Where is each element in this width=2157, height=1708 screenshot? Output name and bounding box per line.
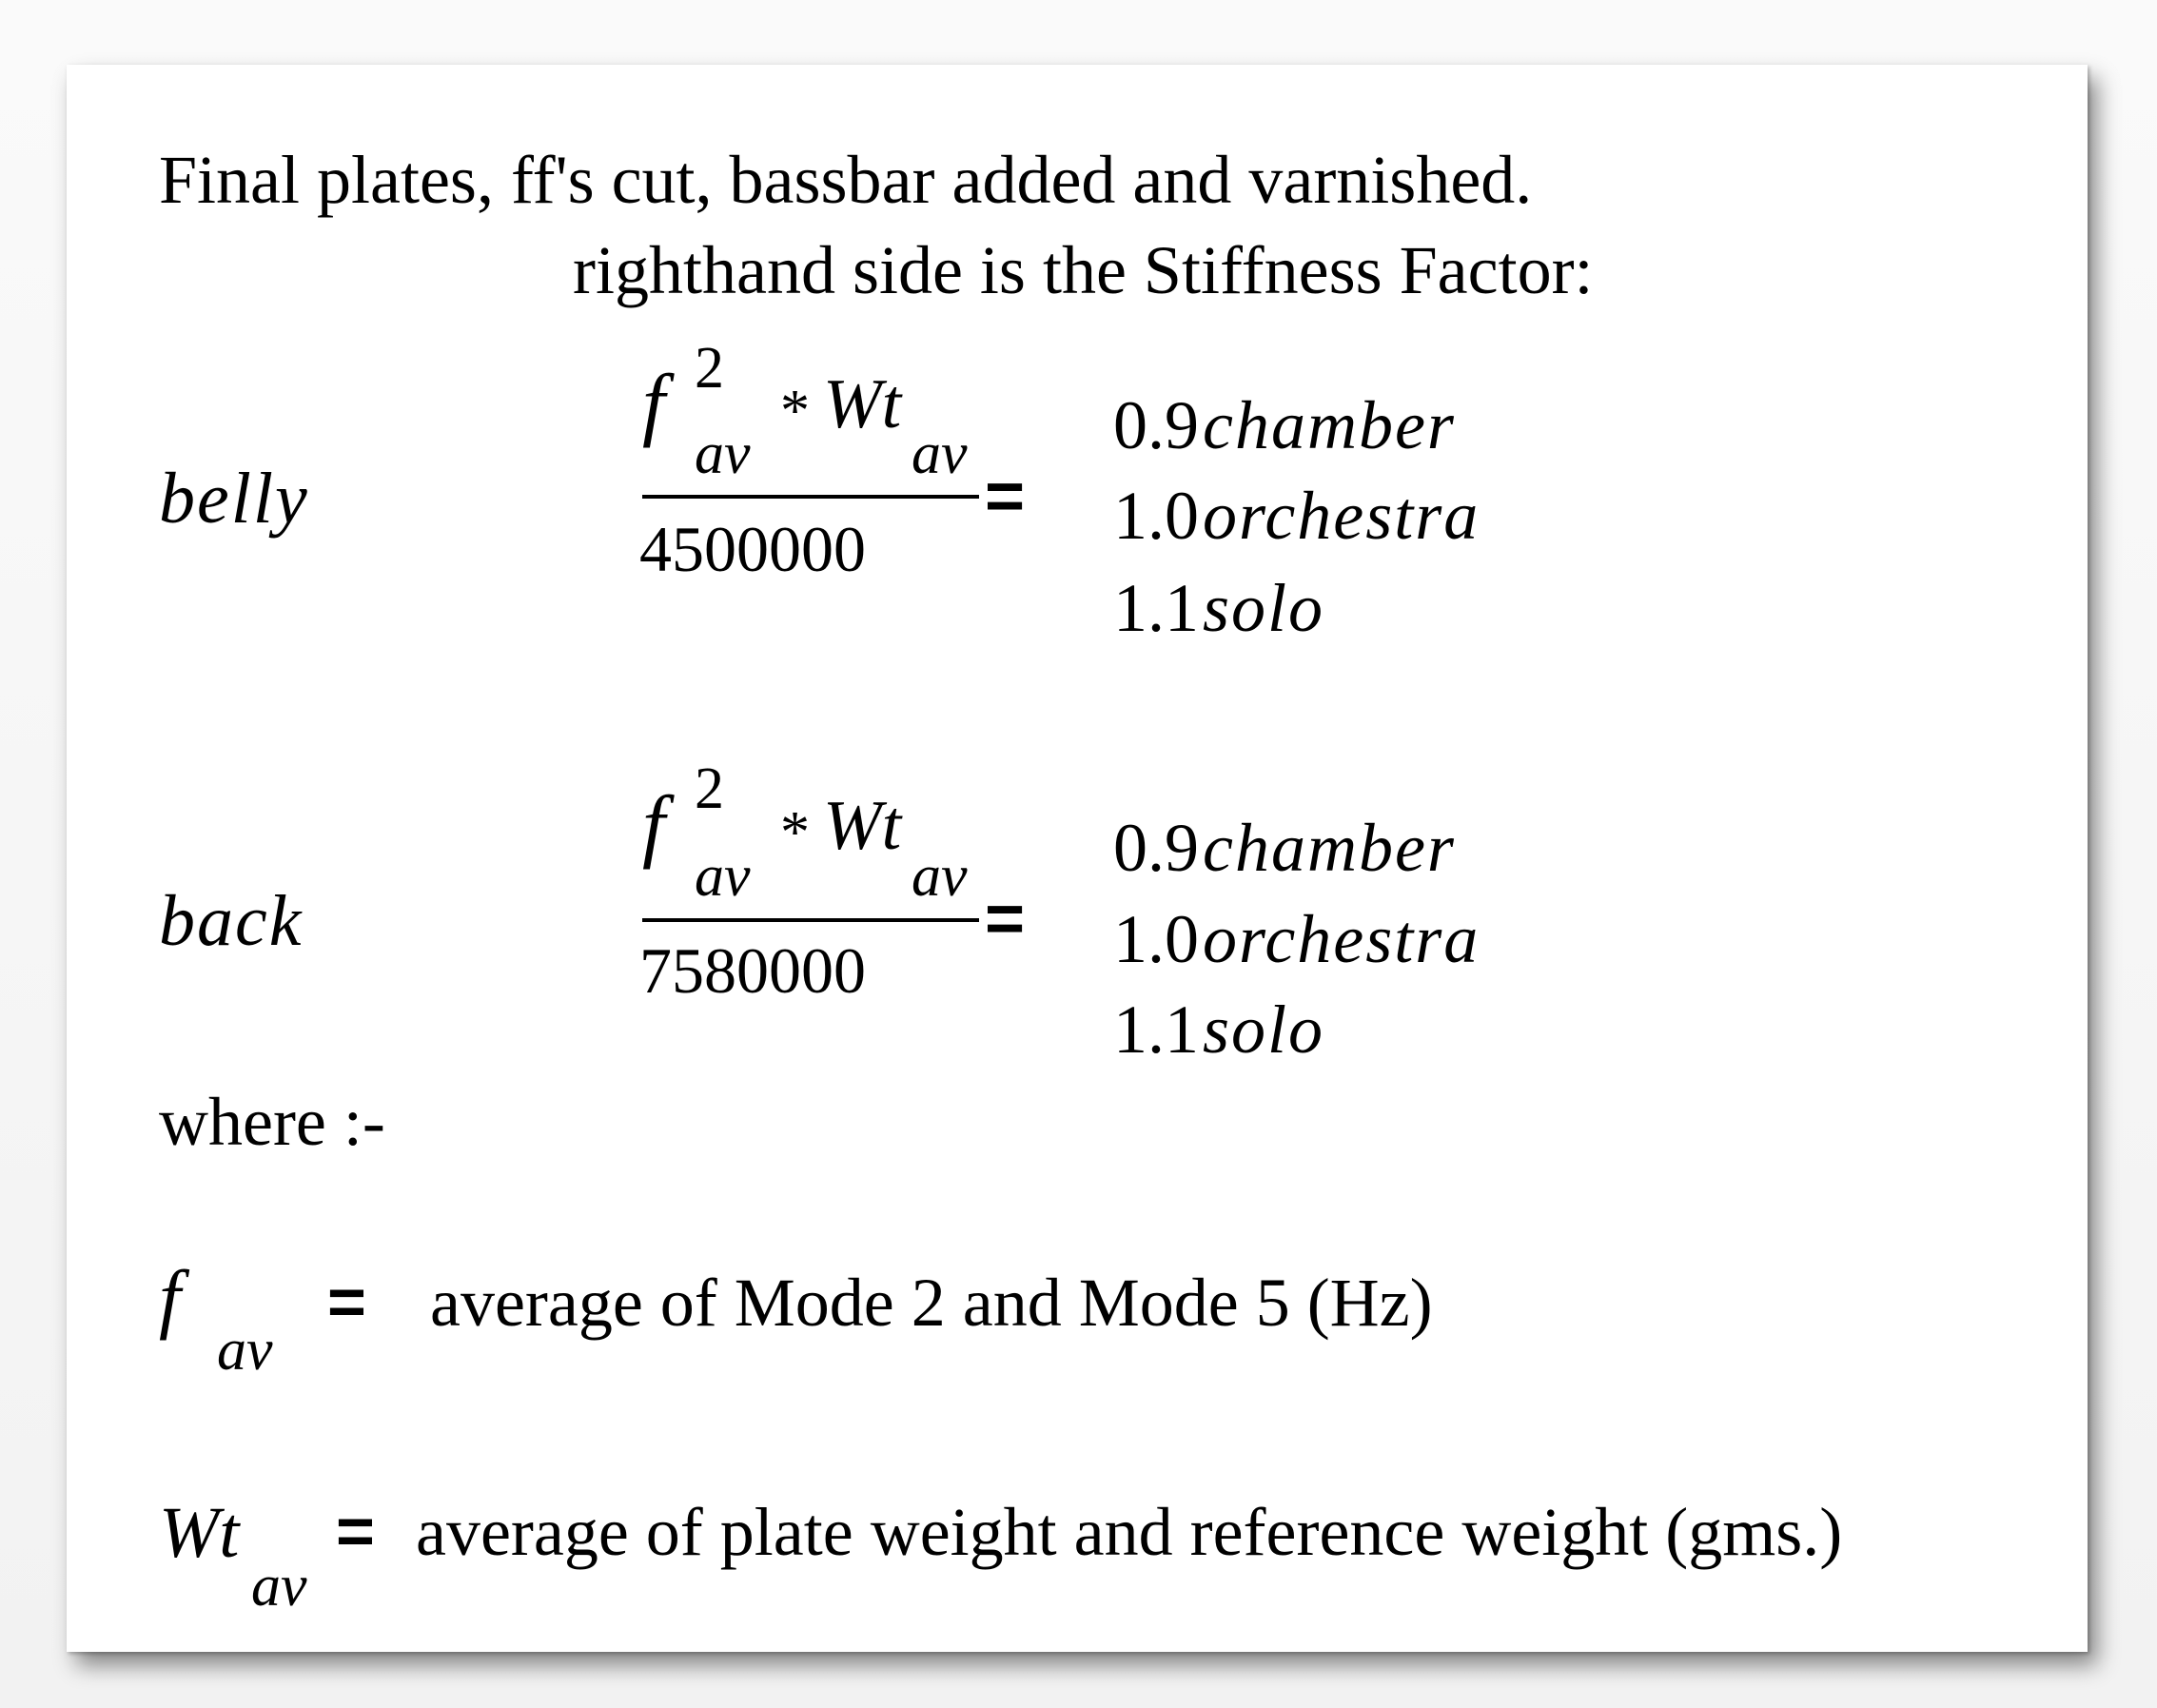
heading-line-1: Final plates, ff's cut, bassbar added and varnished. (159, 142, 1533, 218)
subscript: av (695, 844, 751, 909)
weight-symbol: Wt (823, 787, 902, 865)
definition-subscript: av (251, 1554, 307, 1619)
definition-equals: = (327, 1265, 366, 1339)
denominator: 4500000 (639, 513, 866, 585)
option-orchestra: 1.0 orchestra (1113, 901, 1480, 977)
where-label: where :- (159, 1084, 385, 1160)
definition-subscript: av (217, 1318, 273, 1383)
denominator: 7580000 (639, 934, 866, 1007)
definition-symbol: Wt (159, 1493, 240, 1573)
weight-symbol: Wt (823, 365, 902, 443)
equals-sign: = (985, 881, 1026, 957)
option-chamber: 0.9 chamber (1113, 810, 1456, 886)
frequency-symbol: f (642, 357, 665, 448)
option-orchestra: 1.0 orchestra (1113, 478, 1480, 554)
option-chamber: 0.9 chamber (1113, 387, 1456, 463)
multiply-symbol: * (780, 800, 810, 865)
exponent: 2 (695, 756, 724, 821)
option-solo: 1.1 solo (1113, 570, 1325, 646)
definition-text: average of Mode 2 and Mode 5 (Hz) (430, 1265, 1433, 1341)
fraction-bar (642, 495, 979, 499)
exponent: 2 (695, 336, 724, 401)
definition-text: average of plate weight and reference weight (gms.) (416, 1494, 1843, 1570)
document-card (67, 65, 2088, 1652)
row-label: back (159, 881, 304, 961)
subscript: av (695, 422, 751, 486)
option-solo: 1.1 solo (1113, 991, 1325, 1068)
definition-equals: = (336, 1494, 375, 1568)
subscript: av (912, 422, 968, 486)
equals-sign: = (985, 459, 1026, 535)
heading-line-2: righthand side is the Stiffness Factor: (573, 232, 1594, 308)
row-label: belly (159, 459, 309, 539)
definition-symbol: f (159, 1254, 181, 1341)
subscript: av (912, 844, 968, 909)
frequency-symbol: f (642, 778, 665, 870)
multiply-symbol: * (780, 379, 810, 443)
fraction-bar (642, 918, 979, 922)
